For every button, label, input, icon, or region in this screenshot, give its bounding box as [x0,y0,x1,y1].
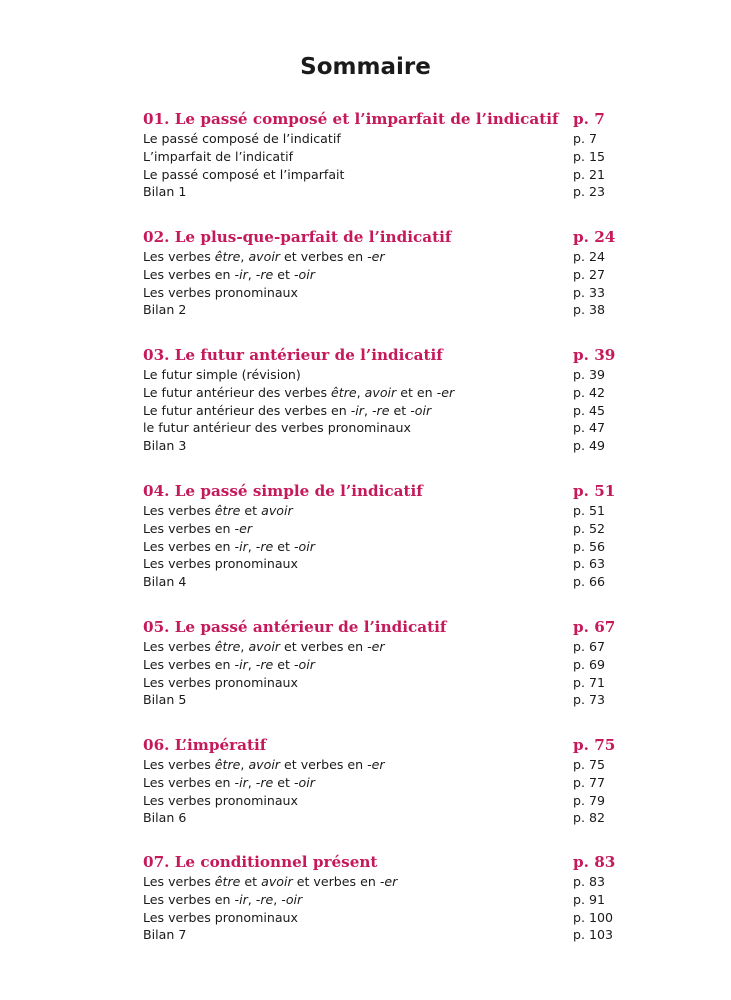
toc-entry-text: , [240,757,249,772]
toc-entry[interactable] [143,437,615,455]
toc-entry-page-number: p. 56 [573,538,606,554]
toc-entry-page-number: p. 21 [573,166,606,182]
toc-section [143,617,615,709]
toc-entry[interactable] [143,774,615,792]
toc-entry[interactable] [143,166,615,184]
section-heading: 04. Le passé simple de l’indicatif [143,482,423,500]
toc-entry-page-number: p. 7 [573,131,598,146]
toc-entry-label [143,419,411,437]
toc-entry-text: , [247,538,256,554]
toc-entry-text: Les verbes en [143,891,235,907]
toc-entry[interactable] [143,419,615,437]
toc-entry-italic-term: être [214,757,241,772]
toc-entry-text: et [273,266,294,282]
toc-entry-page-number: p. 83 [573,874,606,889]
toc-entry-page-number: p. 82 [573,810,606,826]
section-heading: 01. Le passé composé et l’imparfait de l’indicatif [143,110,559,128]
toc-entry-italic-term: -ir [234,774,248,790]
toc-entry-italic-term: avoir [248,639,280,654]
section-page-number: p. 39 [573,346,616,364]
toc-entry[interactable] [143,366,615,384]
toc-entry-label [143,638,385,656]
toc-entry-text: , [247,266,256,282]
toc-entry[interactable] [143,756,615,774]
toc-entry-text: Les verbes [143,249,215,264]
toc-entry-italic-term: -er [379,874,398,889]
toc-entry[interactable] [143,301,615,319]
toc-entry[interactable] [143,266,615,284]
toc-entry-italic-term: -re [255,656,274,672]
toc-entry-text: et verbes en [280,639,368,654]
toc-entry[interactable] [143,792,615,810]
toc-entry-text: et [273,538,294,554]
toc-entry-page-number: p. 91 [573,891,606,907]
toc-entry-label [143,266,315,284]
toc-entry-page-number: p. 63 [573,556,606,572]
toc-entry-italic-term: -er [234,520,253,536]
toc-entry-page-number: p. 49 [573,438,606,454]
toc-entry-label [143,248,385,266]
section-page-number: p. 67 [573,618,616,636]
toc-entry-page-number: p. 45 [573,402,606,418]
page-title: Sommaire [300,54,431,80]
section-page-number: p. 83 [573,853,616,871]
section-page-number: p. 24 [573,228,616,246]
toc-entry-italic-term: -er [436,384,455,400]
toc-entry-label [143,873,397,891]
toc-entry-text: , [273,891,282,907]
toc-entry-text: Les verbes en [143,266,235,282]
toc-entry-italic-term: -oir [410,402,432,418]
toc-entry-italic-term: être [331,384,357,400]
toc-entry-page-number: p. 79 [573,792,606,808]
toc-entry-text: , [240,249,249,264]
toc-entry-label [143,691,186,709]
toc-entry-label [143,926,186,944]
toc-entry-italic-term: -er [367,757,385,772]
toc-entry-text: Les verbes pronominaux [143,284,298,300]
section-heading: 02. Le plus-que-parfait de l’indicatif [143,228,452,246]
toc-entry-text: , [240,639,249,654]
toc-entry-label [143,891,302,909]
toc-entry-italic-term: -ir [234,538,248,554]
toc-entry-label [143,183,186,201]
section-heading-row[interactable] [143,852,615,873]
toc-entry-italic-term: -er [367,639,385,654]
toc-entry-text: Le passé composé de l’indicatif [143,131,341,146]
toc-entry-text: Bilan 2 [143,302,187,318]
toc-entry-italic-term: -oir [281,891,303,907]
toc-entry-text: Les verbes [143,503,215,518]
toc-entry-page-number: p. 24 [573,249,606,264]
toc-entry-italic-term: être [214,503,241,518]
toc-entry[interactable] [143,183,615,201]
toc-entry-page-number: p. 23 [573,184,606,200]
toc-entry[interactable] [143,538,615,556]
toc-entry-text: Les verbes [143,639,215,654]
section-heading-row[interactable] [143,617,615,638]
toc-section [143,109,615,201]
toc-entry[interactable] [143,573,615,591]
toc-entry-text: , [247,891,256,907]
toc-entry-page-number: p. 39 [573,367,606,382]
toc-entry-italic-term: avoir [248,249,280,264]
toc-entry-label [143,774,315,792]
toc-entry-page-number: p. 27 [573,266,606,282]
toc-entry-text: Les verbes pronominaux [143,674,298,690]
toc-entry[interactable] [143,284,615,302]
toc-entry-italic-term: -re [255,891,274,907]
toc-entry-label [143,756,385,774]
toc-entry-label [143,909,298,927]
toc-entry-label [143,148,293,166]
toc-entry[interactable] [143,656,615,674]
toc-entry-text: Les verbes [143,757,215,772]
toc-entry-text: et [389,402,411,418]
toc-entry-page-number: p. 52 [573,520,606,536]
toc-entry-text: Les verbes en [143,538,235,554]
toc-entry[interactable] [143,691,615,709]
toc-entry[interactable] [143,384,615,402]
toc-entry-italic-term: -ir [234,891,248,907]
toc-entry[interactable] [143,148,615,166]
section-heading-row[interactable] [143,109,615,130]
toc-entry-page-number: p. 103 [573,927,614,943]
toc-entry-label [143,166,344,184]
toc-entry-text: Bilan 7 [143,927,187,943]
section-heading-row[interactable] [143,481,615,502]
toc-entry-page-number: p. 47 [573,420,606,436]
toc-entry-label [143,502,293,520]
toc-entry-italic-term: -oir [293,538,315,554]
toc-entry-italic-term: -oir [293,266,315,282]
toc-entry-label [143,674,298,692]
toc-section [143,852,615,944]
toc-entry[interactable] [143,926,615,944]
toc-entry-label [143,284,298,302]
toc-entry-label [143,555,298,573]
section-heading: 05. Le passé antérieur de l’indicatif [143,618,447,636]
toc-entry-italic-term: avoir [261,503,293,518]
toc-entry-text: et verbes en [280,757,368,772]
toc-entry-label [143,384,454,402]
toc-entry-italic-term: -ir [234,266,248,282]
toc-entry-page-number: p. 100 [573,909,614,925]
toc-entry-italic-term: -re [255,774,274,790]
toc-entry-page-number: p. 73 [573,692,606,708]
toc-entry-text: Les verbes pronominaux [143,909,298,925]
toc-entry-italic-term: être [214,639,241,654]
toc-entry-label [143,656,315,674]
toc-entry[interactable] [143,130,615,148]
toc-entry-page-number: p. 75 [573,757,606,772]
toc-entry-italic-term: -er [367,249,385,264]
toc-entry-italic-term: avoir [364,384,397,400]
toc-entry-label [143,130,341,148]
toc-entry-italic-term: -ir [234,656,248,672]
toc-entry-text: Les verbes en [143,520,235,536]
toc-entry-text: Le futur antérieur des verbes [143,384,332,400]
toc-entry-text: , [247,774,256,790]
toc-entry-italic-term: être [214,874,241,889]
toc-entry[interactable] [143,909,615,927]
section-heading-row[interactable] [143,227,615,248]
toc-entry[interactable] [143,402,615,420]
toc-section [143,735,615,827]
toc-entry-label [143,402,431,420]
toc-entry-text: Bilan 6 [143,810,187,826]
toc-entry-italic-term: -ir [350,402,364,418]
section-heading: 03. Le futur antérieur de l’indicatif [143,346,443,364]
toc-entry-label [143,573,186,591]
toc-section [143,227,615,319]
section-heading: 06. L’impératif [143,736,267,754]
toc-entry-italic-term: avoir [261,874,293,889]
toc-entry-text: le futur antérieur des verbes pronominaux [143,420,411,436]
toc-entry-label [143,520,252,538]
section-page-number: p. 7 [573,110,605,128]
toc-entry[interactable] [143,248,615,266]
toc-entry-label [143,792,298,810]
toc-entry-text: et verbes en [280,249,368,264]
toc-entry-text: et verbes en [292,874,380,889]
toc-entry-italic-term: avoir [248,757,280,772]
toc-entry-page-number: p. 15 [573,148,606,164]
toc-entry[interactable] [143,520,615,538]
toc-entry-label [143,366,301,384]
section-heading-row[interactable] [143,345,615,366]
toc-entry[interactable] [143,873,615,891]
section-page-number: p. 75 [573,736,616,754]
toc-entry-text: Bilan 4 [143,574,187,590]
toc-entry-italic-term: -re [255,538,274,554]
toc-entry-label [143,809,186,827]
toc-entry-text: , [356,384,365,400]
toc-entry-text: Le passé composé et l’imparfait [143,166,345,182]
toc-entry[interactable] [143,809,615,827]
toc-entry[interactable] [143,891,615,909]
toc-entry[interactable] [143,502,615,520]
toc-entry[interactable] [143,674,615,692]
toc-entry-text: Les verbes en [143,774,235,790]
toc-entry-text: , [364,402,373,418]
toc-entry-text: et [273,774,294,790]
toc-entry-italic-term: être [214,249,241,264]
toc-section [143,345,615,455]
toc-entry-text: Bilan 1 [143,184,187,200]
toc-entry-page-number: p. 71 [573,674,606,690]
toc-entry-italic-term: -re [255,266,274,282]
section-heading-row[interactable] [143,735,615,756]
toc-entry-page-number: p. 38 [573,302,606,318]
toc-entry-text: et [240,503,262,518]
toc-entry-label [143,437,186,455]
toc-entry-italic-term: -oir [293,656,315,672]
toc-entry-page-number: p. 67 [573,639,606,654]
toc-section [143,481,615,591]
toc-entry-text: Les verbes pronominaux [143,792,298,808]
toc-entry-label [143,538,315,556]
toc-entry-text: Bilan 5 [143,692,187,708]
toc-entry-page-number: p. 42 [573,384,606,400]
toc-entry-page-number: p. 66 [573,574,606,590]
toc-entry-text: Le futur simple (révision) [143,367,301,382]
toc-entry-text: Les verbes en [143,656,235,672]
toc-entry-text: et [273,656,294,672]
toc-entry-page-number: p. 33 [573,284,606,300]
toc-entry-page-number: p. 51 [573,503,606,518]
toc-entry-page-number: p. 69 [573,656,606,672]
toc-entry-text: Les verbes pronominaux [143,556,298,572]
toc-entry-italic-term: -oir [293,774,315,790]
toc-entry[interactable] [143,555,615,573]
toc-entry-page-number: p. 77 [573,774,606,790]
section-page-number: p. 51 [573,482,616,500]
toc-entry-text: L’imparfait de l’indicatif [143,148,293,164]
toc-entry-text: et [240,874,262,889]
toc-entry-label [143,301,186,319]
toc-entry-text: , [247,656,256,672]
toc-entry-text: Le futur antérieur des verbes en [143,402,351,418]
toc-entry-text: et en [396,384,437,400]
toc-entry-text: Bilan 3 [143,438,187,454]
toc-entry-text: Les verbes [143,874,215,889]
section-heading: 07. Le conditionnel présent [143,853,378,871]
toc-entry[interactable] [143,638,615,656]
toc-entry-italic-term: -re [372,402,390,418]
